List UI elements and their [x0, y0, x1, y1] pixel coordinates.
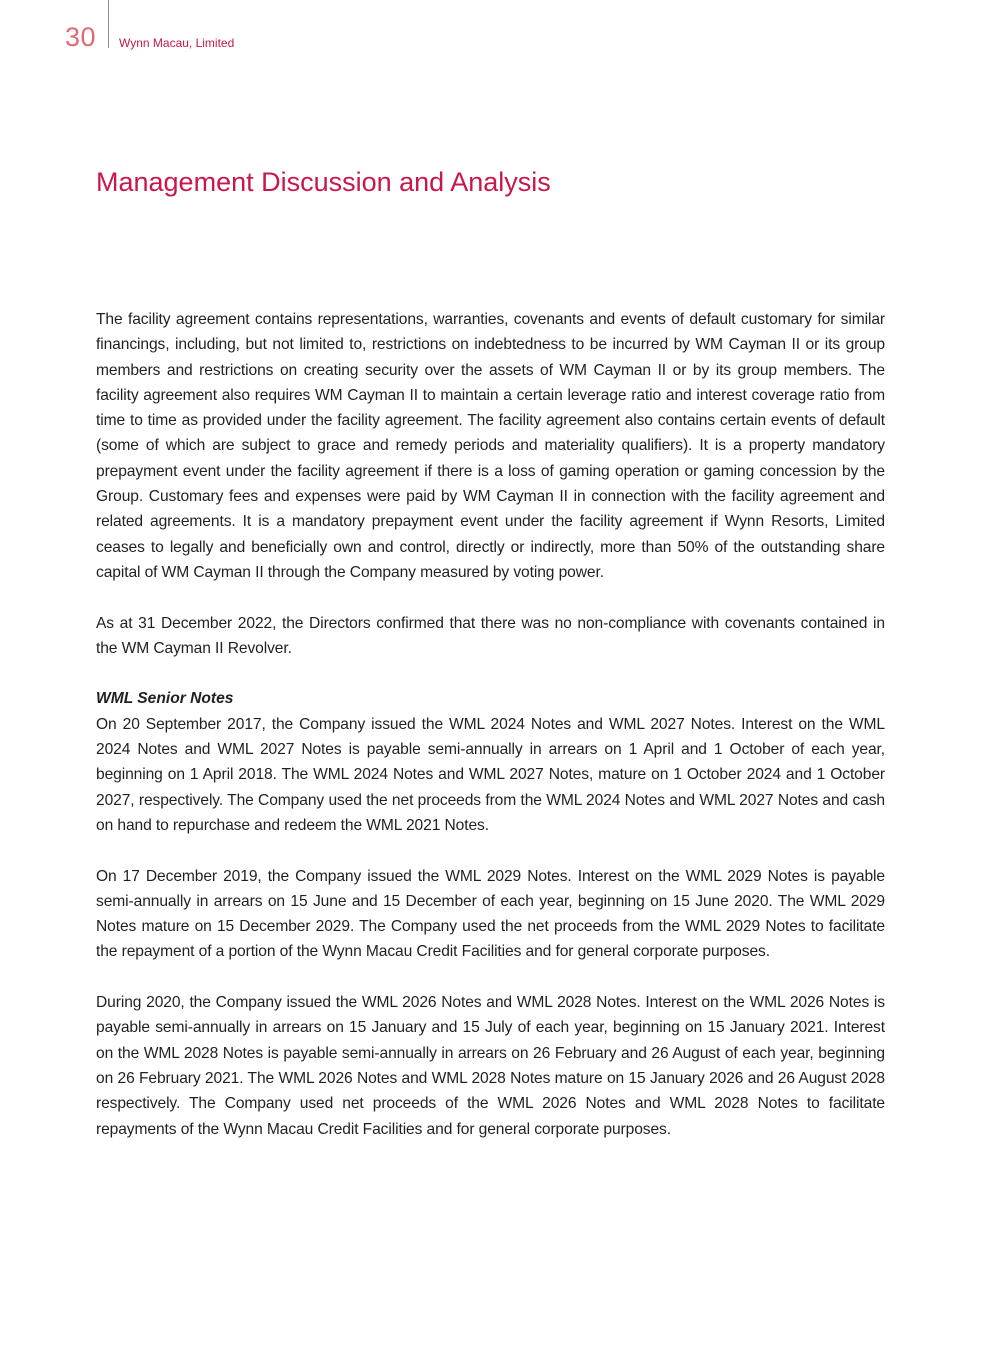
paragraph-spacer [96, 965, 885, 990]
company-name: Wynn Macau, Limited [119, 36, 235, 50]
paragraph-facility-agreement: The facility agreement contains representations, warranties, covenants and events of default customary for similar financings, including, but not limited to, restrictions on indebtedness to be incurred by WM Cayman II or its group members and restrictions on creating security over the assets of WM Cayman II or by its group members. The facility agreement also requires WM Cayman II to maintain a certain leverage ratio and interest coverage ratio from time to time as provided under the facility agreement. The facility agreement also contains certain events of default (some of which are subject to grace and remedy periods and materiality qualifiers). It is a property mandatory prepayment event under the facility agreement if there is a loss of gaming operation or gaming concession by the Group. Customary fees and expenses were paid by WM Cayman II in connection with the facility agreement and related agreements. It is a mandatory prepayment event under the facility agreement if Wynn Resorts, Limited ceases to legally and beneficially own and control, directly or indirectly, more than 50% of the outstanding share capital of WM Cayman II through the Company measured by voting power. [96, 311, 885, 581]
section-title: Management Discussion and Analysis [96, 167, 551, 197]
paragraph-wml-2029-notes: On 17 December 2019, the Company issued the WML 2029 Notes. Interest on the WML 2029 Notes is payable semi-annually in arrears on 15 June and 15 December of each year, beginning on 15 June 2020. The WML 2029 Notes mature on 15 December 2029. The Company used the net proceeds from the WML 2029 Notes to facilitate the repayment of a portion of the Wynn Macau Credit Facilities and for general corporate purposes. [96, 867, 885, 961]
header-divider [108, 0, 109, 48]
paragraph-spacer [96, 585, 885, 610]
paragraph-spacer [96, 661, 885, 686]
page-header [0, 0, 1006, 60]
paragraph-wml-2026-2028-notes: During 2020, the Company issued the WML 2026 Notes and WML 2028 Notes. Interest on the WML 2026 Notes is payable semi-annually in arrears on 15 January and 15 July of each year, beginning on 15 January 2021. Interest on the WML 2028 Notes is payable semi-annually in arrears on 26 February and 26 August of each year, beginning on 26 February 2021. The WML 2026 Notes and WML 2028 Notes mature on 15 January 2026 and 26 August 2028 respectively. The Company used net proceeds of the WML 2026 Notes and WML 2028 Notes to facilitate repayments of the Wynn Macau Credit Facilities and for general corporate purposes. [96, 994, 885, 1138]
document-body [96, 307, 885, 1142]
subsection-heading: WML Senior Notes [96, 690, 234, 708]
paragraph-covenant-compliance: As at 31 December 2022, the Directors confirmed that there was no non-compliance with covenants contained in the WM Cayman II Revolver. [96, 614, 885, 657]
paragraph-spacer [96, 838, 885, 863]
page-number: 30 [65, 22, 97, 52]
paragraph-wml-2024-2027-notes: On 20 September 2017, the Company issued the WML 2024 Notes and WML 2027 Notes. Interest on the WML 2024 Notes and WML 2027 Notes is payable semi-annually in arrears on 1 April and 1 October of each year, beginning on 1 April 2018. The WML 2024 Notes and WML 2027 Notes, mature on 1 October 2024 and 1 October 2027, respectively. The Company used the net proceeds from the WML 2024 Notes and WML 2027 Notes and cash on hand to repurchase and redeem the WML 2021 Notes. [96, 715, 885, 834]
subsection-wml-senior-notes [96, 686, 885, 1141]
